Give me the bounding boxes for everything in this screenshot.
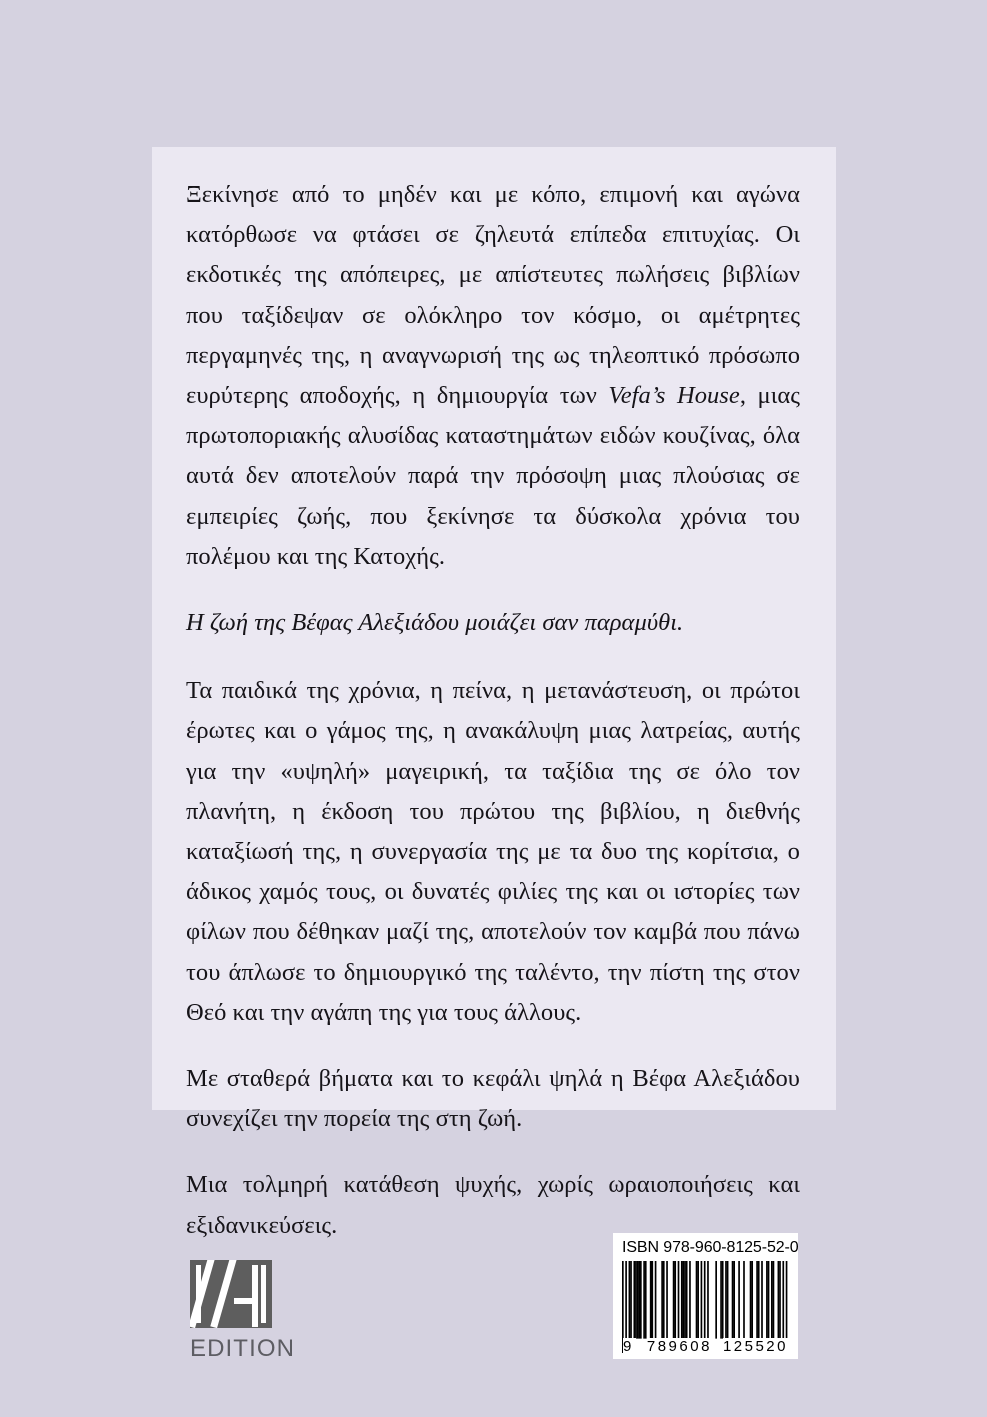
monogram-stroke-a-right xyxy=(252,1265,258,1327)
isbn-label: ISBN 978-960-8125-52-0 xyxy=(622,1239,799,1256)
blurb-paragraph-3: Τα παιδικά της χρόνια, η πείνα, η μετανάστευση, οι πρώτοι έρωτες και ο γάμος της, η ανακάλυψη μιας λατρείας, αυτής για την «υψηλή» μαγειρική, τα ταξίδια της σε όλο τον πλανήτη, η έκδοση του πρώτου της βιβλίου, η διεθνής καταξίωσή της, η συνεργασία της με τα δυο της κορίτσια, ο άδικος χαμός τους, οι δυνατές φιλίες της και οι ιστορίες των φίλων που δέθηκαν μαζί της, αποτελούν τον καμβά που πάνω του άπλωσε το δημιουργικό της ταλέντο, την πίστη της στον Θεό και την αγάπη της για τους άλλους. xyxy=(186,677,800,1026)
ean-lead-digit: 9 xyxy=(623,1338,634,1355)
publisher-logo xyxy=(190,1260,300,1361)
ean-right-group: 125520 xyxy=(722,1338,788,1355)
blurb-paragraph-1-part-1: Ξεκίνησε από το μηδέν και με κόπο, επιμονή και αγώνα κατόρθωσε να φτάσει σε ζηλευτά επίπεδα επιτυχίας. Οι εκδοτικές της απόπειρες, με απίστευτες πωλήσεις βιβλίων που ταξίδεψαν σε ολόκληρο τον κόσμο, οι αμέτρητες περγαμηνές της, η αναγνωρισή της ως τηλεοπτικό πρόσωπο ευρύτερης αποδοχής, η δημιουργία των xyxy=(186,181,800,410)
blurb-paragraph-5: Μια τολμηρή κατάθεση ψυχής, χωρίς ωραιοποιήσεις και εξιδανικεύσεις. xyxy=(186,1171,800,1239)
blurb-panel xyxy=(152,147,836,1239)
blurb-tagline: Η ζωή της Βέφας Αλεξιάδου μοιάζει σαν παραμύθι. xyxy=(186,609,684,637)
monogram-stroke-a-bar xyxy=(234,1298,256,1304)
isbn-barcode xyxy=(613,1233,798,1359)
brand-name-vefas-house: Vefa’s House xyxy=(608,382,740,410)
blurb-paragraph-1 xyxy=(186,175,800,577)
blurb-paragraph-1-part-2: , μιας πρωτοποριακής αλυσίδας καταστημάτων ειδών κουζίνας, όλα αυτά δεν αποτελούν παρά την πρόσοψη μιας πλούσιας σε εμπειρίες ζωής, που ξεκίνησε τα δύσκολα χρόνια του πολέμου και της Κατοχής. xyxy=(186,382,800,570)
va-monogram-icon xyxy=(190,1260,272,1328)
ean-digits xyxy=(622,1337,789,1355)
ean-left-group: 789608 xyxy=(646,1338,712,1355)
blurb-paragraph-4: Με σταθερά βήματα και το κεφάλι ψηλά η Βέφα Αλεξιάδου συνεχίζει την πορεία της στη ζωή. xyxy=(186,1065,800,1133)
publisher-caption: EDITION xyxy=(190,1335,296,1362)
